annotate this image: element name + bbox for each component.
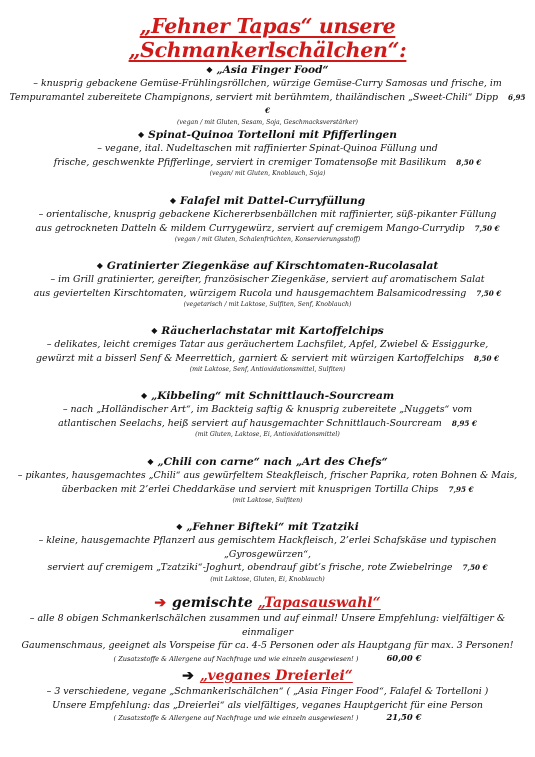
- menu-item-allergens: (mit Laktose, Senf, Antioxidationsmittel, Sulfiten): [189, 366, 346, 373]
- menu-item-description: – kleine, hausgemachte Pflanzerl aus gemischtem Hackfleisch, 2’erlei Schafskäse und typischen „Gyrosgewürzen“, serviert auf cremigem „Tzatziki“-Joghurt, obendrauf gibt’s frische, rote Zwiebelringe 7,50 €: [38, 535, 497, 573]
- diamond-bullet-icon: ◆: [137, 129, 145, 139]
- special-offer-note: ( Zusatzstoffe & Allergene auf Nachfrage und wie einzeln ausgewiesen! ) 60,00 €: [113, 652, 422, 663]
- menu-item-description: – nach „Holländischer Art“, im Backteig saftig & knusprig zubereitete „Nuggets“ vom atlantischen Seelachs, heiß serviert auf hausgemachter Schnittlauch-Sourcream 8,95 €: [58, 404, 477, 429]
- menu-item: [0, 519, 535, 584]
- menu-item-name: ◆ „Kibbeling“ mit Schnittlauch-Sourcream: [140, 390, 395, 402]
- menu-item-price: 7,50 €: [476, 288, 502, 298]
- right-arrow-icon: ➔: [182, 668, 194, 684]
- special-offer-note: ( Zusatzstoffe & Allergene auf Nachfrage und wie einzeln ausgewiesen! ) 21,50 €: [113, 712, 422, 722]
- menu-item-price: 7,95 €: [448, 484, 474, 494]
- menu-item: [0, 258, 535, 309]
- menu-item-name: ◆ Räucherlachstatar mit Kartoffelchips: [151, 325, 384, 337]
- menu-item-name: ◆ Falafel mit Dattel-Curryfüllung: [169, 195, 366, 207]
- diamond-bullet-icon: ◆: [147, 456, 154, 466]
- menu-item-price: 6,95 €: [264, 92, 526, 115]
- menu-item-allergens: (vegan / mit Gluten, Sesam, Soja, Geschmacksverstärker): [177, 118, 358, 126]
- diamond-bullet-icon: ◆: [169, 195, 177, 205]
- menu-item-name: ◆ „Chili con carne“ nach „Art des Chefs“: [147, 456, 388, 468]
- special-offer-description: – alle 8 obigen Schmankerlschälchen zusammen und auf einmal! Unsere Empfehlung: vielfältiger & einmaliger Gaumenschmaus, geeignet als Vorspeise für ca. 4-5 Personen oder als Hauptgang für max. 3 Personen!: [21, 613, 514, 651]
- menu-item-price: 8,50 €: [473, 353, 499, 363]
- menu-item-allergens: (vegetarisch / mit Laktose, Sulfiten, Senf, Knoblauch): [183, 301, 352, 308]
- menu-item-name: ◆ Gratinierter Ziegenkäse auf Kirschtomaten-Rucolasalat: [96, 260, 439, 272]
- diamond-bullet-icon: ◆: [176, 521, 183, 531]
- menu-item-name: ◆ „Fehner Bifteki“ mit Tzatziki: [176, 521, 359, 533]
- diamond-bullet-icon: ◆: [140, 390, 148, 400]
- diamond-bullet-icon: ◆: [96, 260, 103, 270]
- diamond-bullet-icon: ◆: [206, 64, 213, 74]
- diamond-bullet-icon: ◆: [151, 325, 158, 335]
- menu-item-allergens: (vegan / mit Gluten, Schalenfrüchten, Konservierungsstoff): [174, 236, 361, 243]
- special-offer: [0, 594, 535, 665]
- menu-item-allergens: (mit Laktose, Gluten, Ei, Knoblauch): [210, 575, 325, 583]
- menu-item-description: – vegane, ital. Nudeltaschen mit raffinierter Spinat-Quinoa Füllung und frische, geschwenkte Pfifferlinge, serviert in cremiger Tomatensoße mit Basilikum 8,50 €: [53, 143, 482, 168]
- right-arrow-icon: ➔: [154, 595, 167, 611]
- special-offer-price: 21,50 €: [386, 712, 422, 722]
- menu-item-price: 7,50 €: [462, 563, 488, 572]
- menu-item-allergens: (mit Gluten, Laktose, Ei, Antioxidationsmittel): [195, 431, 340, 438]
- menu-item-description: – knusprig gebackene Gemüse-Frühlingsröllchen, würzige Gemüse-Curry Samosas und frische, im Tempuramantel zubereitete Champignons, serviert mit berühmtem, thailändischen „Sweet-Chili“ Dipp 6,95 €: [9, 78, 526, 115]
- menu-item-allergens: (vegan/ mit Gluten, Knoblauch, Soja): [209, 170, 326, 177]
- menu-item: [0, 127, 535, 178]
- special-offer-description: – 3 verschiedene, vegane „Schmankerlschälchen“ ( „Asia Finger Food“, Falafel & Tortelloni ) Unsere Empfehlung: das „Dreierlei“ als vielfältiges, veganes Hauptgericht für eine Person: [46, 686, 489, 711]
- special-offer-title: ➔ gemischte „Tapasauswahl“: [154, 595, 381, 611]
- menu-item-price: 8,50 €: [456, 157, 482, 167]
- menu-item: [0, 388, 535, 439]
- menu-item: [0, 62, 535, 127]
- menu-item: [0, 454, 535, 505]
- menu-item-price: 8,95 €: [451, 418, 477, 428]
- menu-item-description: – delikates, leicht cremiges Tatar aus geräuchertem Lachsfilet, Apfel, Zwiebel & Essiggurke, gewürzt mit a bisserl Senf & Meerrettich, garniert & serviert mit würzigen Kartoffelchips 8,50 €: [36, 339, 499, 364]
- special-offer: [0, 667, 535, 724]
- menu-item: [0, 193, 535, 244]
- menu-item-description: – pikantes, hausgemachtes „Chili“ aus gewürfeltem Steakfleisch, frischer Paprika, roten Bohnen & Mais, überbacken mit 2’erlei Cheddarkäse und serviert mit knusprigen Tortilla Chips 7,95 €: [17, 470, 518, 495]
- special-offer-title: ➔ „veganes Dreierlei“: [182, 668, 353, 684]
- menu-item-allergens: (mit Laktose, Sulfiten): [232, 497, 303, 504]
- special-offer-price: 60,00 €: [386, 652, 422, 663]
- menu-item-price: 7,50 €: [474, 223, 500, 233]
- menu-item-description: – im Grill gratinierter, gereifter, französischer Ziegenkäse, serviert auf aromatischem Salat aus geviertelten Kirschtomaten, würzigem Rucola und hausgemachtem Balsamicodressing 7,50 €: [33, 274, 502, 299]
- menu-item-name: ◆ „Asia Finger Food“: [206, 64, 329, 76]
- menu-item-description: – orientalische, knusprig gebackene Kichererbsenbällchen mit raffinierter, süß-pikanter Füllung aus getrockneten Datteln & mildem Currygewürz, serviert auf cremigem Mango-Currydip 7,50 €: [35, 209, 500, 234]
- menu-item: [0, 323, 535, 374]
- page-title: „Fehner Tapas“ unsere „Schmankerlschälchen“:: [128, 14, 407, 62]
- menu-item-name: ◆ Spinat-Quinoa Tortelloni mit Pfifferlingen: [137, 129, 397, 141]
